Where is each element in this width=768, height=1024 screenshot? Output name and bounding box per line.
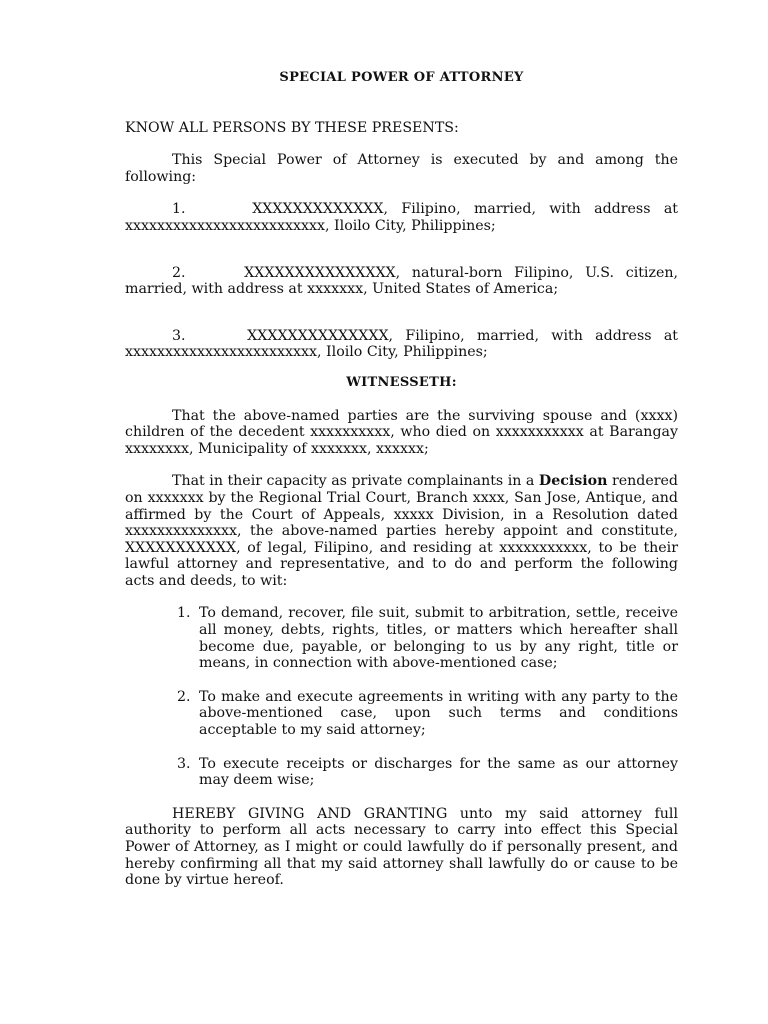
party-3: 3. XXXXXXXXXXXXXX, Filipino, married, with address at xxxxxxxxxxxxxxxxxxxxxxxx, Iloilo City, Philippines; [125, 327, 678, 361]
witnesseth-heading: WITNESSETH: [346, 374, 457, 390]
intro-paragraph: This Special Power of Attorney is executed by and among the following: [125, 152, 678, 185]
party-1: 1. XXXXXXXXXXXXX, Filipino, married, with address at xxxxxxxxxxxxxxxxxxxxxxxxx, Iloilo City, Philippines; [125, 201, 678, 234]
party-2: 2. XXXXXXXXXXXXXXX, natural-born Filipino, U.S. citizen, married, with address at xxxxxxx, United States of America; [125, 264, 678, 298]
act-item: 2. To make and execute agreements in writing with any party to the above-mentioned case, upon such terms and conditions acceptable to my said attorney; [195, 689, 678, 739]
document-title: SPECIAL POWER OF ATTORNEY [279, 70, 524, 85]
acts-list [125, 605, 678, 788]
act-item: 3. To execute receipts or discharges for the same as our attorney may deem wise; [195, 756, 678, 789]
decision-bold-word: Decision [538, 473, 608, 490]
hereby-paragraph: HEREBY GIVING AND GRANTING unto my said attorney full authority to perform all acts necessary to carry into effect this Special Power of Attorney, as I might or could lawfully do if personally present, and hereby confirming all that my said attorney shall lawfully do or cause to be done by virtue hereof. [125, 805, 678, 889]
capacity-text-start: That in their capacity as private complainants in a [172, 473, 539, 490]
surviving-paragraph: That the above-named parties are the surviving spouse and (xxxx) children of the decedent xxxxxxxxxx, who died on xxxxxxxxxxx at Barangay xxxxxxxx, Municipality of xxxxxxx, xxxxxx; [125, 407, 678, 457]
know-all-line: KNOW ALL PERSONS BY THESE PRESENTS: [125, 119, 459, 136]
capacity-text-end: rendered on xxxxxxx by the Regional Trial Court, Branch xxxx, San Jose, Antique, and affirmed by the Court of Appeals, xxxxx Division, in a Resolution dated xxxxxxxxxxxxxx, the above-named parties hereby appoint and constitute, XXXXXXXXXXX, of legal, Filipino, and residing at xxxxxxxxxxx, to be their lawful attorney and representative, and to do and perform the following acts and deeds, to wit: [125, 473, 678, 589]
act-item: 1. To demand, recover, file suit, submit to arbitration, settle, receive all money, debts, rights, titles, or matters which hereafter shall become due, payable, or belonging to us by any right, title or means, in connection with above-mentioned case; [195, 605, 678, 671]
capacity-paragraph [125, 473, 678, 589]
